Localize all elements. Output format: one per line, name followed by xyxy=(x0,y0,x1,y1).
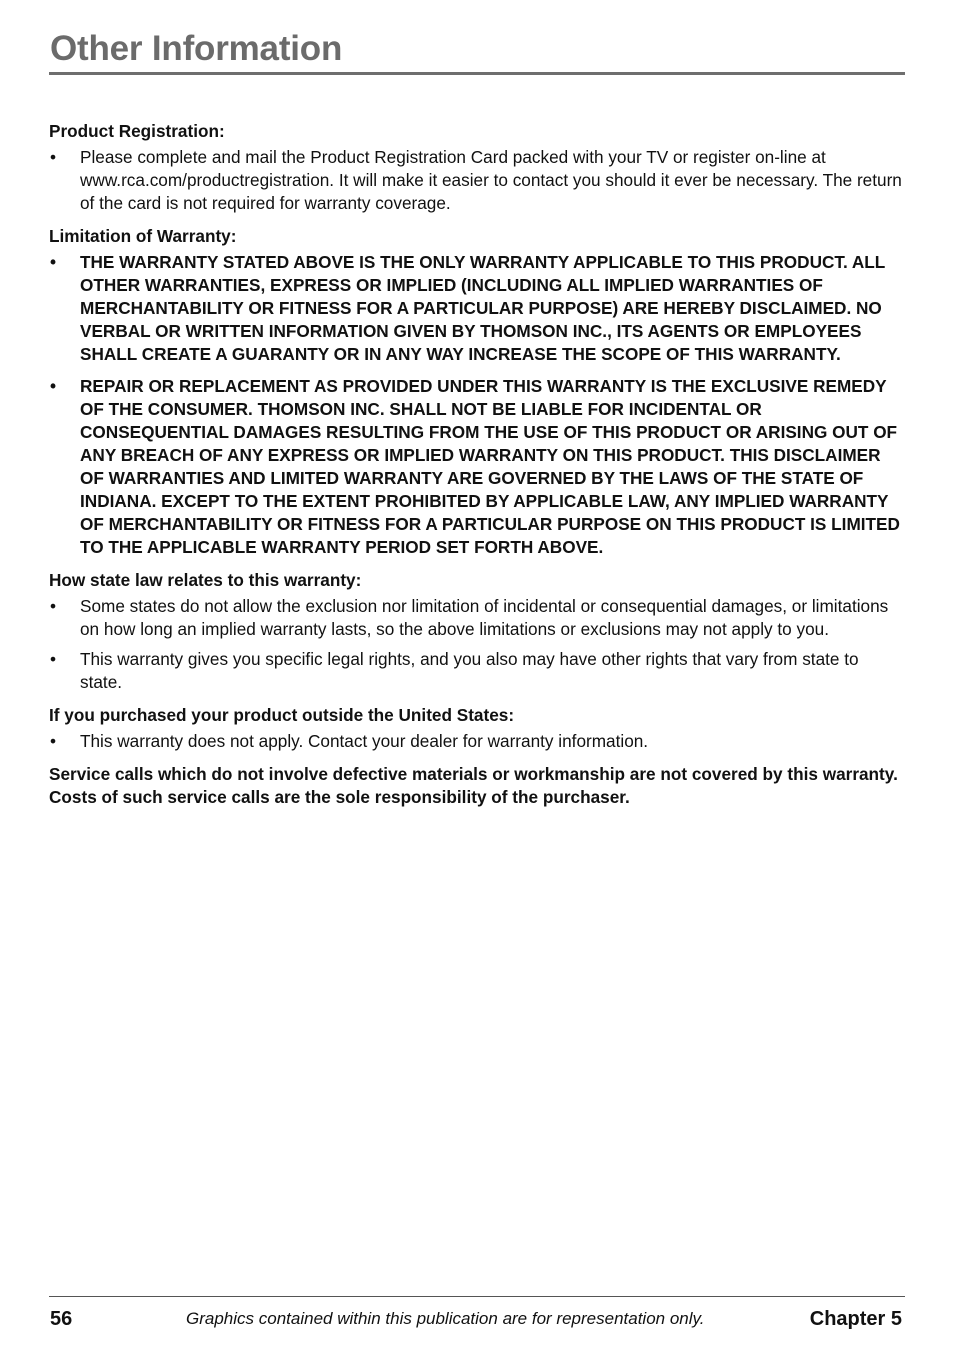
bullet-item xyxy=(49,251,905,366)
bullet-text: Please complete and mail the Product Registration Card packed with your TV or register on-line at www.rca.com/productregistration. It will make it easier to contact you should it ever be necessary. The return of the card is not required for warranty coverage. xyxy=(80,147,902,213)
bullet-list xyxy=(49,251,905,559)
bullet-text: This warranty does not apply. Contact your dealer for warranty information. xyxy=(80,731,649,751)
service-calls-notice: Service calls which do not involve defective materials or workmanship are not covered by this warranty. Costs of such service calls are the sole responsibility of the purchaser. xyxy=(49,764,898,807)
bullet-item xyxy=(49,595,905,641)
section-outside-us xyxy=(49,704,905,753)
chapter-label: Chapter 5 xyxy=(809,1308,902,1330)
bullet-icon: • xyxy=(50,731,57,751)
bullet-icon: • xyxy=(50,649,57,669)
title-divider xyxy=(49,72,905,75)
section-heading: How state law relates to this warranty: xyxy=(49,570,362,590)
section-heading: Product Registration: xyxy=(49,121,225,141)
bullet-text: REPAIR OR REPLACEMENT AS PROVIDED UNDER THIS WARRANTY IS THE EXCLUSIVE REMEDY OF THE CONSUMER. THOMSON INC. SHALL NOT BE LIABLE FOR INCIDENTAL OR CONSEQUENTIAL DAMAGES RESULTING FROM THE USE OF THIS PRODUCT OR ARISING OUT OF ANY BREACH OF ANY EXPRESS OR IMPLIED WARRANTY ON THIS PRODUCT. THIS DISCLAIMER OF WARRANTIES AND LIMITED WARRANTY ARE GOVERNED BY THE LAWS OF THE STATE OF INDIANA. EXCEPT TO THE EXTENT PROHIBITED BY APPLICABLE LAW, ANY IMPLIED WARRANTY OF MERCHANTABILITY OR FITNESS FOR A PARTICULAR PURPOSE ON THIS PRODUCT IS LIMITED TO THE APPLICABLE WARRANTY PERIOD SET FORTH ABOVE. xyxy=(80,376,900,557)
section-heading: If you purchased your product outside the United States: xyxy=(49,705,515,725)
bullet-text: Some states do not allow the exclusion nor limitation of incidental or consequential damages, or limitations on how long an implied warranty lasts, so the above limitations or exclusions may not apply to you. xyxy=(80,596,889,639)
bullet-list xyxy=(49,146,905,215)
bullet-item xyxy=(49,730,905,753)
section-product-registration xyxy=(49,120,905,215)
bullet-icon: • xyxy=(50,147,57,167)
bullet-list xyxy=(49,730,905,753)
bullet-icon: • xyxy=(50,376,57,396)
bullet-text: THE WARRANTY STATED ABOVE IS THE ONLY WARRANTY APPLICABLE TO THIS PRODUCT. ALL OTHER WARRANTIES, EXPRESS OR IMPLIED (INCLUDING ALL IMPLIED WARRANTIES OF MERCHANTABILITY OR FITNESS FOR A PARTICULAR PURPOSE) ARE HEREBY DISCLAIMED. NO VERBAL OR WRITTEN INFORMATION GIVEN BY THOMSON INC., ITS AGENTS OR EMPLOYEES SHALL CREATE A GUARANTY OR IN ANY WAY INCREASE THE SCOPE OF THIS WARRANTY. xyxy=(80,252,885,364)
bullet-item xyxy=(49,375,905,559)
section-state-law xyxy=(49,569,905,694)
page-number: 56 xyxy=(50,1308,73,1330)
section-limitation-of-warranty xyxy=(49,225,905,559)
bullet-list xyxy=(49,595,905,694)
page-content xyxy=(49,120,905,809)
footer-divider xyxy=(49,1296,905,1297)
bullet-item xyxy=(49,648,905,694)
bullet-text: This warranty gives you specific legal rights, and you also may have other rights that vary from state to state. xyxy=(80,649,859,692)
bullet-icon: • xyxy=(50,252,57,272)
section-heading: Limitation of Warranty: xyxy=(49,226,237,246)
footer-note: Graphics contained within this publication are for representation only. xyxy=(186,1309,705,1328)
bullet-item xyxy=(49,146,905,215)
bullet-icon: • xyxy=(50,596,57,616)
page-title: Other Information xyxy=(50,29,343,68)
